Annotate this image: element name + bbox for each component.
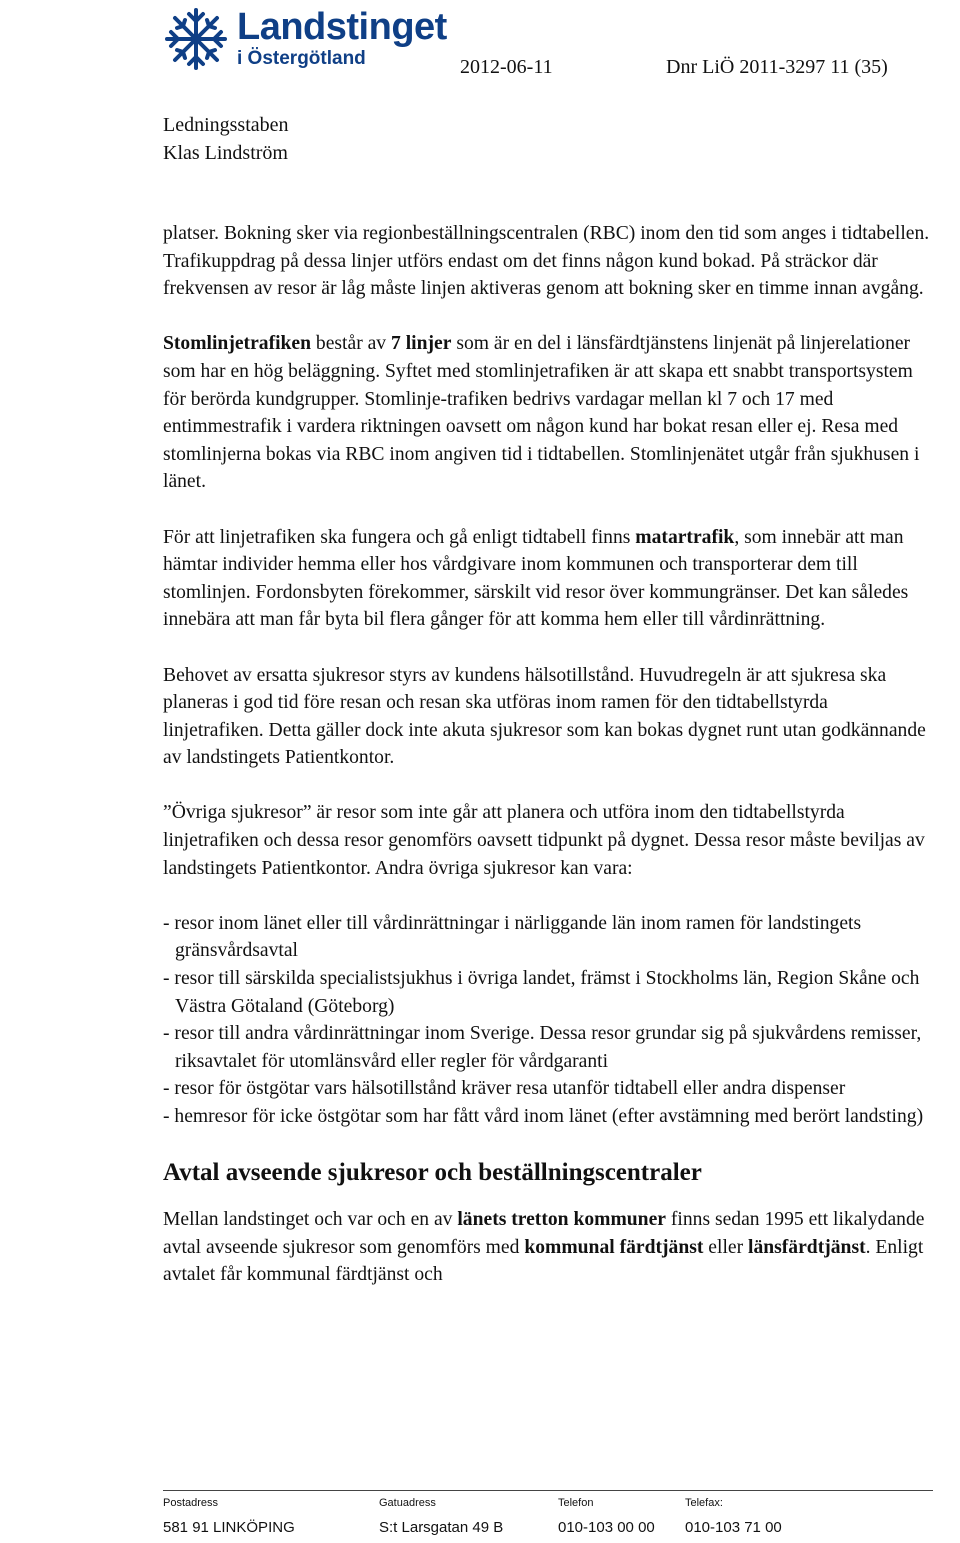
document-date: 2012-06-11 [460,56,553,78]
footer-label: Gatuadress [379,1497,436,1509]
author: Klas Lindström [163,142,288,164]
text-run: . Enligt avtalet får kommunal färdtjänst och [163,1236,924,1286]
footer-value: 010-103 00 00 [558,1519,655,1536]
paragraph-1: platser. Bokning sker via regionbeställningscentralen (RBC) inom den tid som anges i tidtabellen. Trafikuppdrag på dessa linjer utförs endast om det finns någon kund bokad. På sträckor där frekvensen av resor är låg måste linjen aktiveras genom att bokning sker en timme innan avgång. [163,223,930,300]
paragraph-stomlinje [163,330,933,496]
footer-postal [163,1495,295,1539]
bold-term: länsfärdtjänst [748,1236,866,1258]
snowflake-emblem-icon [163,6,229,72]
paragraph-ovriga: ”Övriga sjukresor” är resor som inte går att planera och utföra inom den tidtabellstyrda linjetrafiken och dessa resor genomförs oavsett tidpunkt på dygnet. Dessa resor måste beviljas av landstingets Patientkontor. Andra övriga sjukresor kan vara: [163,802,925,879]
footer-value: S:t Larsgatan 49 B [379,1519,504,1536]
department: Ledningsstaben [163,114,289,136]
text-run: som är en del i länsfärdtjänstens linjenät på linjerelationer som har en hög beläggning. Syftet med stomlinjetrafiken är att skapa ett snabbt transportsystem för berörda kundgrupper. Stomlinje-trafiken bedrivs vardagar mellan kl 7 och 17 med entimmestrafik i vardera riktningen oavsett om någon kund har bokat resan eller ej. Resa med stomlinjerna bokas via RBC inom angiven tid i tidtabellen. Stomlinjenätet utgår från sjukhusen i länet. [163,333,920,493]
text-run: består av [311,333,392,355]
text-run: finns sedan 1995 ett likalydande avtal avseende sjukresor som genomförs med [163,1209,925,1258]
footer-phone [558,1495,655,1539]
footer-label: Telefax: [685,1497,723,1509]
section-heading: Avtal avseende sjukresor och beställningscentraler [163,1159,702,1187]
paragraph-avtal [163,1206,933,1289]
bold-term: Stomlinjetrafiken [163,333,312,355]
footer-divider [163,1490,933,1491]
logo-subtitle: i Östergötland [237,48,366,69]
list-item: - hemresor för icke östgötar som har fått vård inom länet (efter avstämning med berört landsting) [163,1106,924,1127]
footer-label: Telefon [558,1497,594,1509]
document-body [163,220,933,1317]
footer-label: Postadress [163,1497,219,1509]
sender-block [163,111,289,167]
footer-street [379,1495,503,1539]
landstinget-logo [163,2,463,82]
bold-term: kommunal färdtjänst [524,1236,704,1258]
paragraph-matartrafik [163,524,933,634]
footer-fax [685,1495,782,1539]
bullet-list [163,910,933,1131]
text-run: , som innebär att man hämtar individer hemma eller hos vårdgivare inom kommunen och transporterar dem till stomlinjen. Fordonsbyten förekommer, särskilt vid resor över kommungränser. Det kan således innebära att man får byta bil flera gånger för att komma hem eller till vårdinrättning. [163,526,909,631]
bold-term: 7 linjer [391,333,452,355]
text-run: Mellan landstinget och var och en av [163,1209,458,1231]
bold-term: matartrafik [635,526,735,548]
list-item: - resor till andra vårdinrättningar inom Sverige. Dessa resor grundar sig på sjukvårdens remisser, riksavtalet för utomlänsvård eller regler för vårdgaranti [163,1023,922,1072]
footer-value: 010-103 71 00 [685,1519,782,1536]
list-item: - resor inom länet eller till vårdinrättningar i närliggande län inom ramen för landstingets gränsvårdsavtal [163,912,862,962]
list-item: - resor till särskilda specialistsjukhus i övriga landet, främst i Stockholms län, Region Skåne och Västra Götaland (Göteborg) [163,968,920,1017]
text-run: För att linjetrafiken ska fungera och gå enligt tidtabell finns [163,526,636,548]
bold-term: länets tretton kommuner [457,1209,666,1231]
list-item: - resor för östgötar vars hälsotillstånd kräver resa utanför tidtabell eller andra dispenser [163,1078,846,1100]
logo-title: Landstinget [237,6,447,48]
document-reference: Dnr LiÖ 2011-3297 11 (35) [666,56,888,78]
footer-value: 581 91 LINKÖPING [163,1519,295,1536]
text-run: eller [703,1236,749,1258]
paragraph-behovet: Behovet av ersatta sjukresor styrs av kundens hälsotillstånd. Huvudregeln är att sjukresa ska planeras i god tid före resan och resan ska utföras inom ramen för den tidtabellstyrda linjetrafiken. Detta gäller dock inte akuta sjukresor som kan bokas dygnet runt utan godkännande av landstingets Patientkontor. [163,664,926,769]
